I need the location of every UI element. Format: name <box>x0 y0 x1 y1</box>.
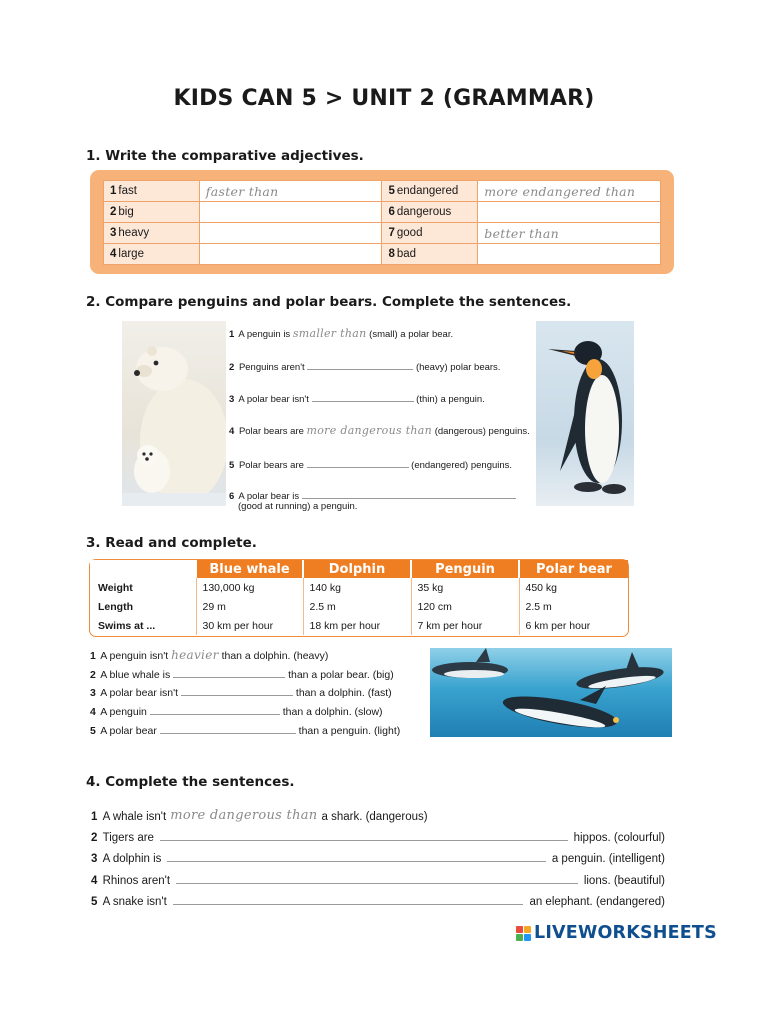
answer-field[interactable] <box>302 489 516 499</box>
page-title: KIDS CAN 5 > UNIT 2 (GRAMMAR) <box>173 86 595 111</box>
answer-field[interactable]: more dangerous than <box>306 424 433 437</box>
sentence-4-1: 1 A whale isn't more dangerous than a shark. (dangerous) <box>91 808 428 823</box>
word-cell: 3 heavy <box>104 223 200 244</box>
table-row <box>104 244 661 265</box>
sentence-3-4: 4 A penguin than a dolphin. (slow) <box>90 706 383 718</box>
table-cell: 2.5 m <box>519 597 628 616</box>
answer-field[interactable] <box>160 724 296 734</box>
king-penguin-image <box>536 321 634 506</box>
word-cell: 2 big <box>104 202 200 223</box>
sentence-2-5: 5 Polar bears are (endangered) penguins. <box>229 460 513 471</box>
answer-field[interactable] <box>150 705 280 715</box>
sentence-2-3: 3 A polar bear isn't (thin) a penguin. <box>229 394 485 405</box>
sentence-4-5: 5 A snake isn't an elephant. (endangered) <box>91 896 665 908</box>
table-cell: 29 m <box>196 597 303 616</box>
table-cell: 140 kg <box>303 578 411 597</box>
answer-field[interactable] <box>167 852 545 862</box>
section-3-heading: 3. Read and complete. <box>86 535 257 551</box>
sentence-3-5: 5 A polar bear than a penguin. (light) <box>90 725 401 737</box>
answer-field[interactable] <box>307 360 413 370</box>
word-cell: 1 fast <box>104 181 200 202</box>
column-header: Dolphin <box>303 560 411 578</box>
answer-field[interactable]: smaller than <box>292 327 367 340</box>
answer-field[interactable] <box>199 223 382 244</box>
table-cell: 35 kg <box>411 578 519 597</box>
sentence-3-1: 1 A penguin isn't heavier than a dolphin. (heavy) <box>90 648 329 662</box>
sentence-2-6: 6 A polar bear is <box>229 489 516 502</box>
section-1-heading: 1. Write the comparative adjectives. <box>86 148 364 164</box>
answer-field[interactable] <box>181 686 293 696</box>
answer-field[interactable]: faster than <box>199 181 382 202</box>
table-cell: 18 km per hour <box>303 616 411 635</box>
answer-field[interactable]: heavier <box>171 648 219 662</box>
word-cell: 8 bad <box>382 244 478 265</box>
table-cell: 450 kg <box>519 578 628 597</box>
table-header-row <box>90 560 628 578</box>
sentence-2-6-tail: (good at running) a penguin. <box>238 501 358 512</box>
row-label: Weight <box>98 581 133 594</box>
polar-bear-image <box>122 321 226 506</box>
sentence-4-2: 2 Tigers are hippos. (colourful) <box>91 832 665 844</box>
table-row <box>90 578 628 597</box>
word-cell: 5 endangered <box>382 181 478 202</box>
column-header: Polar bear <box>519 560 628 578</box>
sentence-3-2: 2 A blue whale is than a polar bear. (big) <box>90 669 394 681</box>
answer-field[interactable] <box>312 392 414 402</box>
table-row <box>104 181 661 202</box>
table-row <box>90 597 628 616</box>
answer-field[interactable] <box>173 895 524 905</box>
answer-field[interactable]: more endangered than <box>478 181 661 202</box>
table-row <box>104 202 661 223</box>
row-label: Length <box>98 600 133 613</box>
table-cell: 30 km per hour <box>196 616 303 635</box>
comparatives-table <box>103 180 661 265</box>
answer-field[interactable] <box>199 202 382 223</box>
answer-field[interactable] <box>160 831 568 841</box>
logo-text: LIVEWORKSHEETS <box>534 923 717 943</box>
word-cell: 7 good <box>382 223 478 244</box>
answer-field[interactable] <box>173 668 285 678</box>
answer-field[interactable] <box>199 244 382 265</box>
column-header: Penguin <box>411 560 519 578</box>
answer-field[interactable] <box>478 244 661 265</box>
table-cell: 2.5 m <box>303 597 411 616</box>
logo-icon <box>516 926 531 941</box>
table-cell: 130,000 kg <box>196 578 303 597</box>
answer-field[interactable] <box>307 458 409 468</box>
answer-field[interactable] <box>176 874 578 884</box>
column-header: Blue whale <box>196 560 303 578</box>
word-cell: 6 dangerous <box>382 202 478 223</box>
table-cell: 120 cm <box>411 597 519 616</box>
liveworksheets-logo <box>516 923 717 943</box>
sentence-4-4: 4 Rhinos aren't lions. (beautiful) <box>91 875 665 887</box>
table-row <box>104 223 661 244</box>
answer-field[interactable] <box>478 202 661 223</box>
section-2-heading: 2. Compare penguins and polar bears. Complete the sentences. <box>86 294 572 310</box>
table-cell: 6 km per hour <box>519 616 628 635</box>
table-row <box>90 616 628 635</box>
section-4-heading: 4. Complete the sentences. <box>86 774 295 790</box>
answer-field[interactable]: better than <box>478 223 661 244</box>
swimming-penguins-image <box>430 648 672 737</box>
sentence-2-4: 4 Polar bears are more dangerous than (dangerous) penguins. <box>229 424 530 437</box>
answer-field[interactable]: more dangerous than <box>170 808 318 823</box>
row-label: Swims at ... <box>98 619 156 632</box>
sentence-4-3: 3 A dolphin is a penguin. (intelligent) <box>91 853 665 865</box>
sentence-2-1: 1 A penguin is smaller than (small) a polar bear. <box>229 327 454 340</box>
table-cell: 7 km per hour <box>411 616 519 635</box>
word-cell: 4 large <box>104 244 200 265</box>
animal-facts-table <box>90 560 628 635</box>
sentence-3-3: 3 A polar bear isn't than a dolphin. (fast) <box>90 687 392 699</box>
sentence-2-2: 2 Penguins aren't (heavy) polar bears. <box>229 362 501 373</box>
